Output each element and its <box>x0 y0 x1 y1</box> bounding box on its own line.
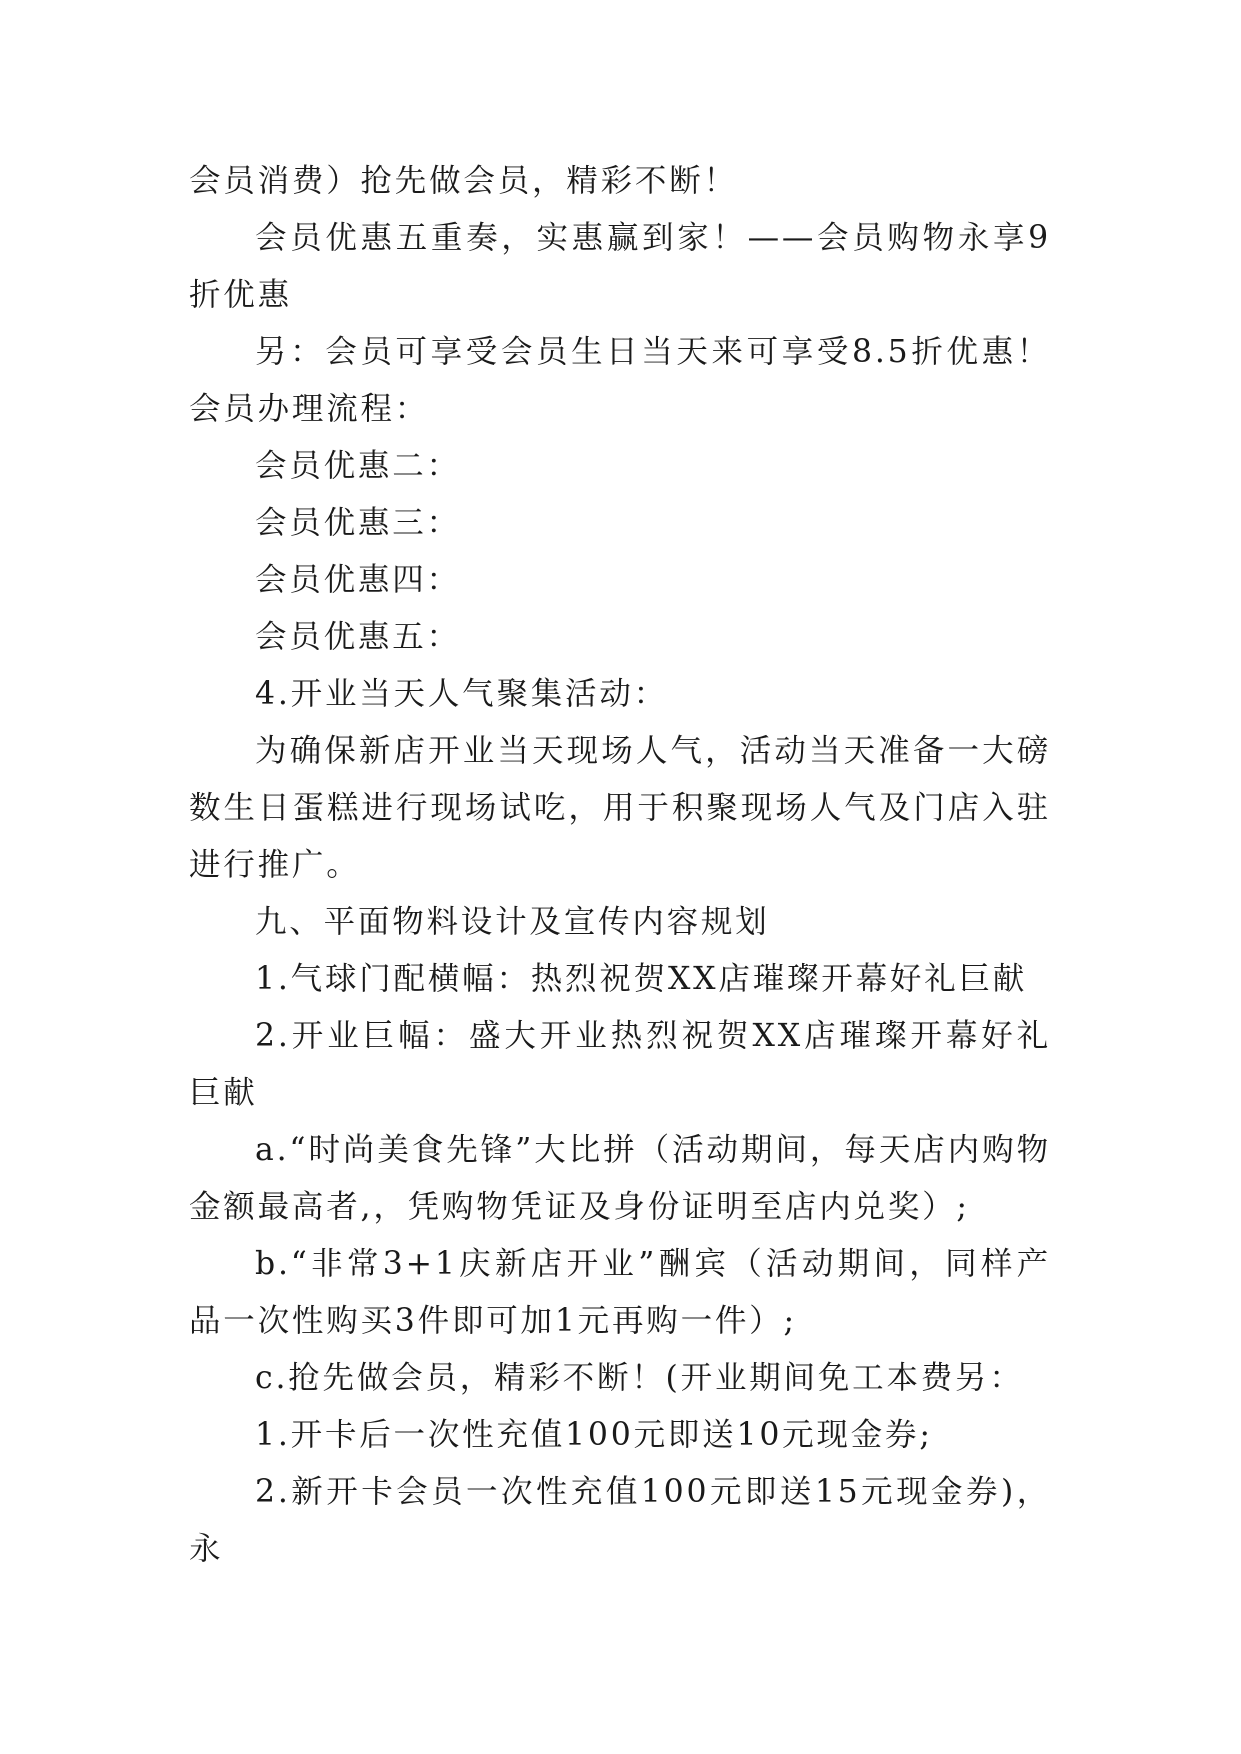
paragraph: 会员优惠五重奏，实惠赢到家！——会员购物永享9折优惠 <box>189 220 1051 313</box>
paragraph: 会员优惠二： <box>255 448 461 484</box>
paragraph: 会员优惠五： <box>255 619 461 655</box>
paragraph: a.“时尚美食先锋”大比拼（活动期间，每天店内购物金额最高者,，凭购物凭证及身份证明至店内兑奖）; <box>189 1132 1051 1225</box>
paragraph: 会员消费）抢先做会员，精彩不断！ <box>189 163 738 199</box>
paragraph: 会员优惠四： <box>255 562 461 598</box>
paragraph: 另：会员可享受会员生日当天来可享受8.5折优惠！会员办理流程： <box>189 334 1051 427</box>
paragraph: c.抢先做会员，精彩不断！(开业期间免工本费另： <box>255 1360 1024 1396</box>
paragraph: b.“非常3+1庆新店开业”酬宾（活动期间，同样产品一次性购买3件即可加1元再购一件）; <box>189 1246 1051 1339</box>
paragraph: 1.气球门配横幅：热烈祝贺XX店璀璨开幕好礼巨献 <box>255 961 1028 997</box>
paragraph: 2.开业巨幅：盛大开业热烈祝贺XX店璀璨开幕好礼巨献 <box>189 1018 1051 1111</box>
paragraph: 为确保新店开业当天现场人气，活动当天准备一大磅数生日蛋糕进行现场试吃，用于积聚现场人气及门店入驻进行推广。 <box>189 733 1051 883</box>
paragraph: 1.开卡后一次性充值100元即送10元现金券; <box>255 1417 933 1453</box>
document-body <box>189 153 1051 1578</box>
paragraph: 4.开业当天人气聚集活动： <box>255 676 668 712</box>
paragraph: 2.新开卡会员一次性充值100元即送15元现金券)，永 <box>189 1474 1051 1567</box>
section-heading: 九、平面物料设计及宣传内容规划 <box>255 904 770 940</box>
paragraph: 会员优惠三： <box>255 505 461 541</box>
